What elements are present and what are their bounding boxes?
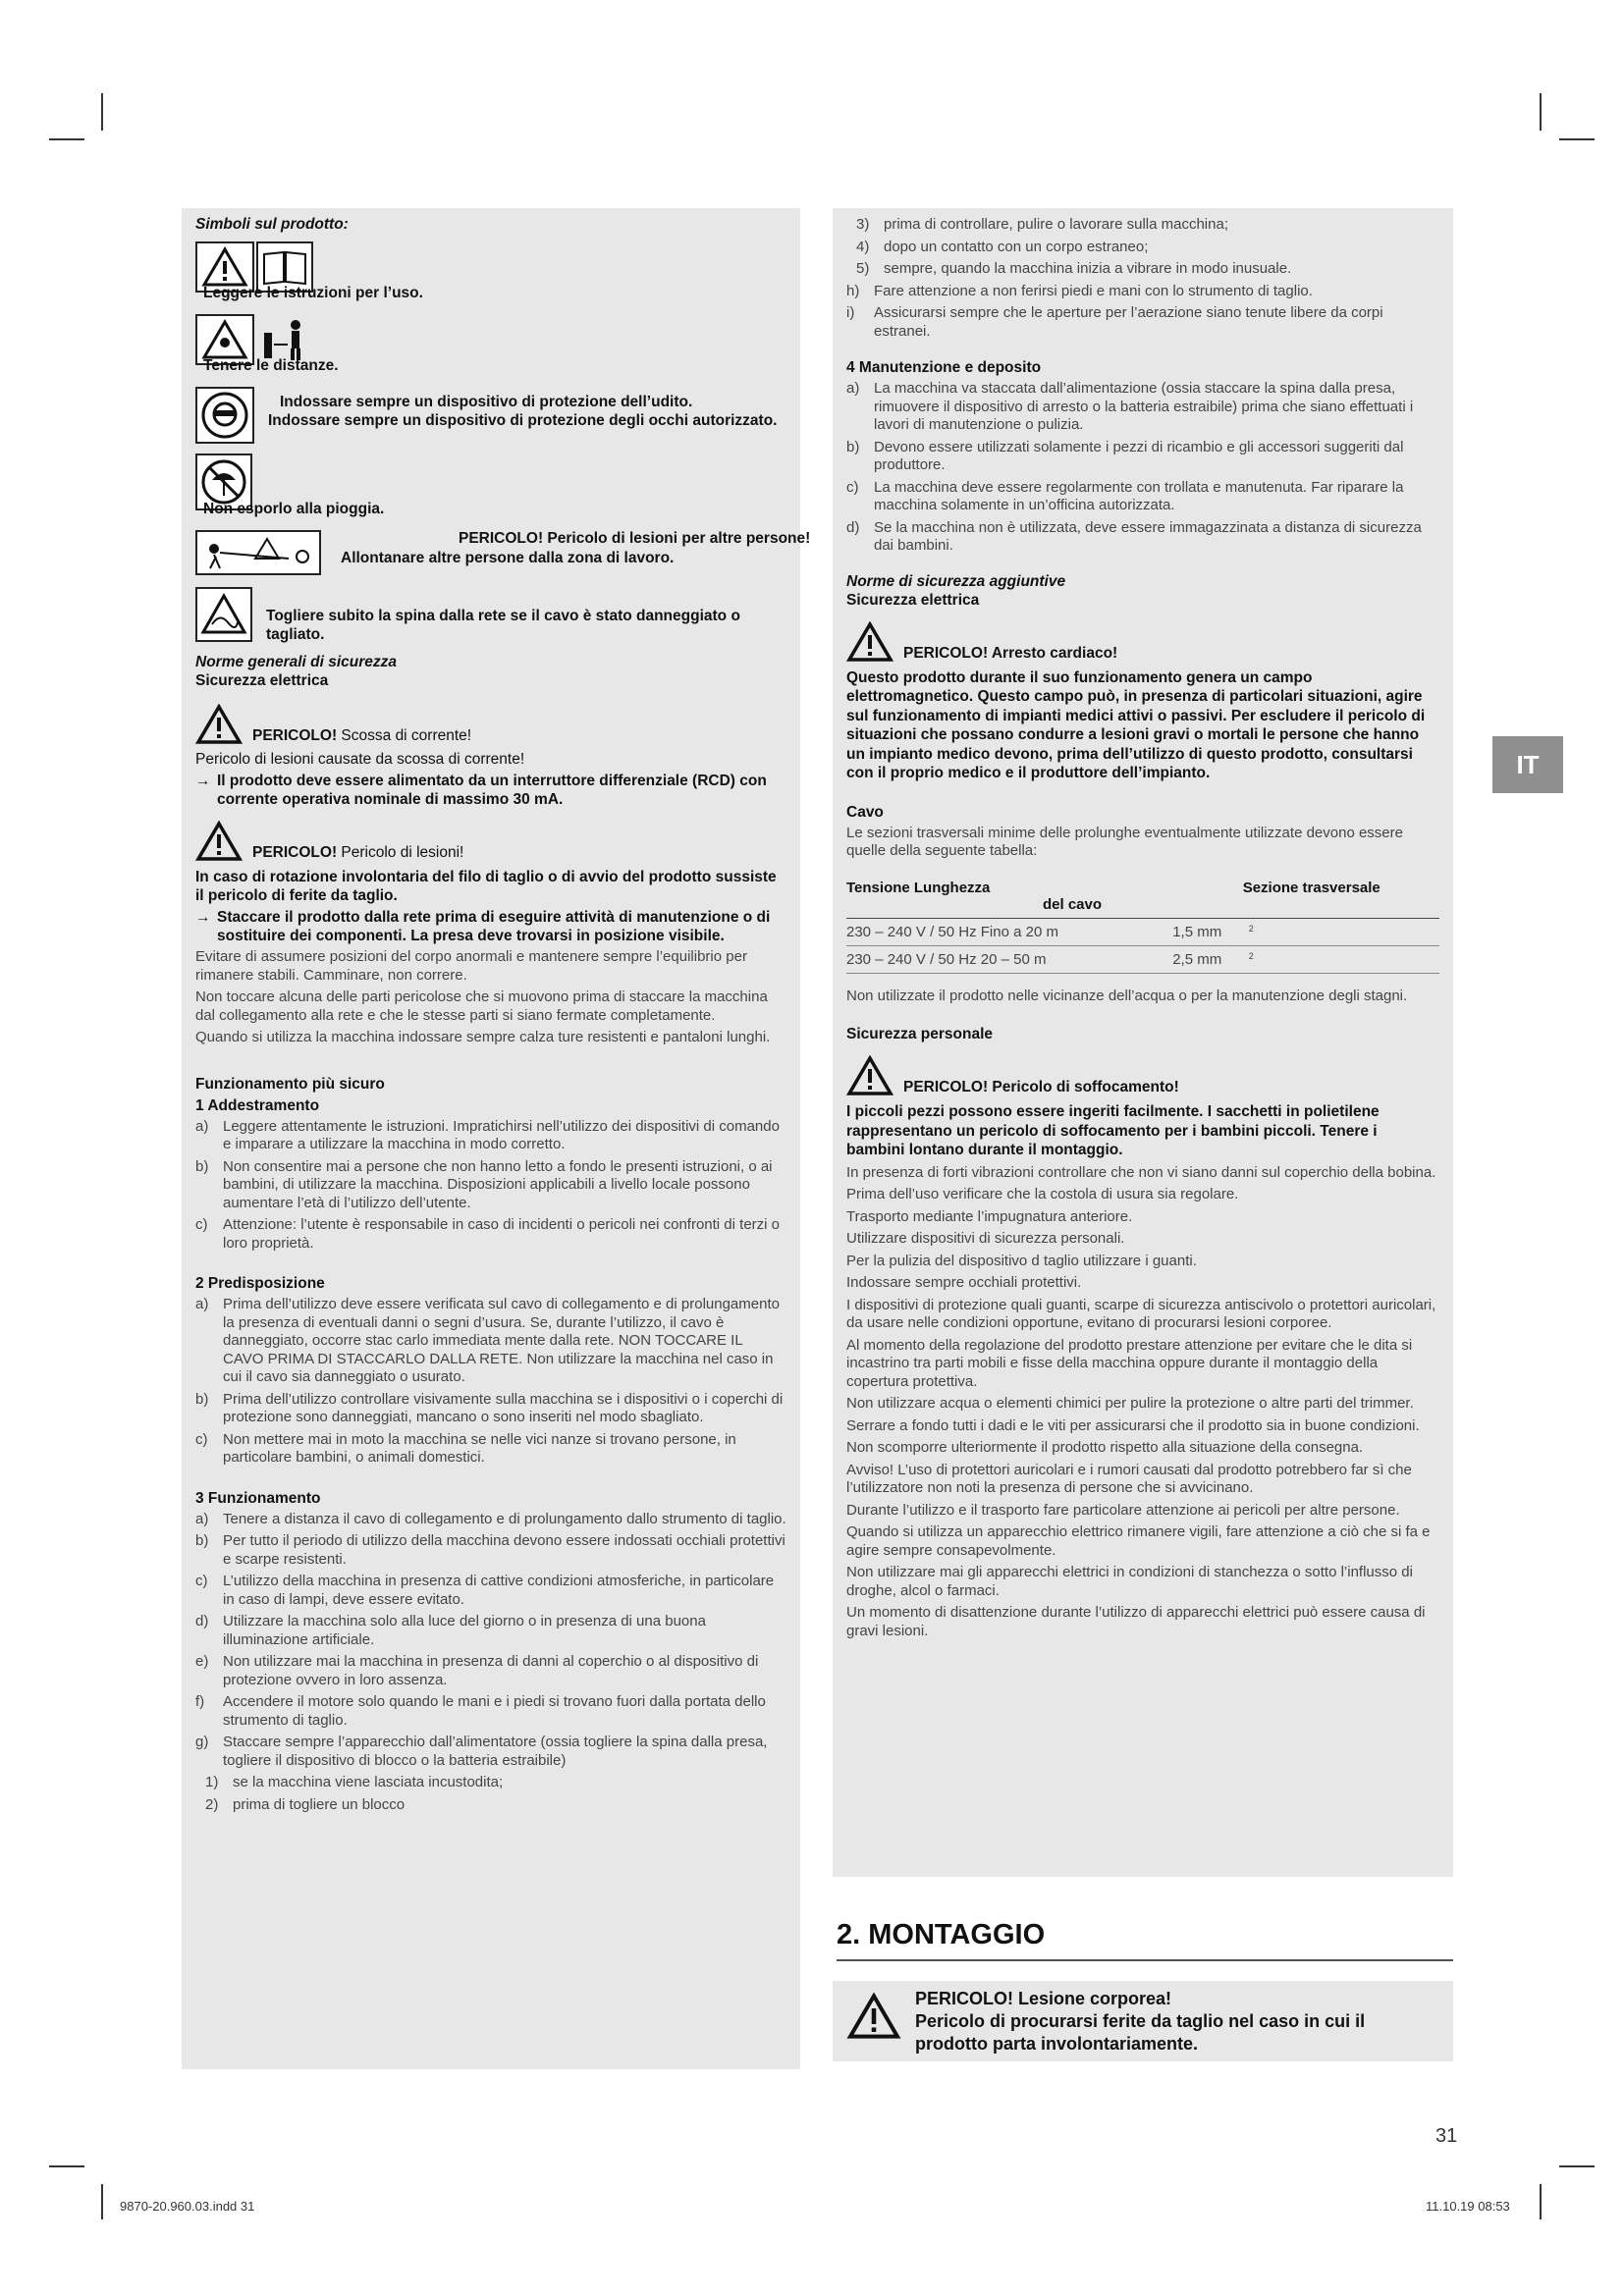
paragraph: Per la pulizia del dispositivo d taglio utilizzare i guanti. [846,1252,1197,1269]
paragraph: Trasporto mediante l’impugnatura anteriore. [846,1207,1133,1225]
right-column [833,208,1453,1877]
paragraph: Evitare di assumere posizioni del corpo anormali e mantenere sempre l’equilibrio per rimanere stabili. Camminare, non correre. [195,948,747,984]
list-item: f) Accendere il motore solo quando le mani e i piedi si trovano fuori dalla portata dello strumento di taglio. [195,1693,766,1729]
list-item: e) Non utilizzare mai la macchina in presenza di danni al coperchio o al dispositivo di protezione ovvero in loro assenza. [195,1653,759,1688]
danger-other-persons-text: PERICOLO! Pericolo di lesioni per altre persone! [459,530,811,547]
danger-suffocation-text: I piccoli pezzi possono essere ingeriti facilmente. I sacchetti in polietilene rappresentano un pericolo di soffocamento per i bambini piccoli. Tenere i bambini lontano durante il montaggio. [846,1103,1380,1158]
crop-mark [49,138,84,140]
crop-mark [1540,2184,1542,2219]
danger-cardiac [846,621,1439,663]
table-header [1172,875,1243,919]
cavo-text: Le sezioni trasversali minime delle prolunghe eventualmente utilizzate devono essere quelle della seguente tabella: [846,824,1403,859]
symbol-cable-text: Togliere subito la spina dalla rete se il cavo è stato danneggiato o tagliato. [266,608,740,643]
montaggio-danger-box [833,1981,1453,2061]
sicurezza-personale-title: Sicurezza personale [846,1026,994,1042]
list-item: b) Per tutto il periodo di utilizzo della macchina devono essere indossati occhiali protettivi e scarpe resistenti. [195,1532,785,1568]
list-item: c) L’utilizzo della macchina in presenza di cattive condizioni atmosferiche, in particolare in caso di lampi, deve essere evitato. [195,1573,775,1608]
symbol-protection-text-2: Indossare sempre un dispositivo di protezione degli occhi autorizzato. [268,412,778,429]
crop-mark [1559,2165,1595,2167]
list-item: d) Se la macchina non è utilizzata, deve essere immagazzinata a distanza di sicurezza dai bambini. [846,518,1422,554]
danger-title: Pericolo di lesioni! [337,844,464,861]
paragraph: Utilizzare dispositivi di sicurezza personali. [846,1230,1125,1247]
list-item: a) Prima dell’utilizzo deve essere verificata sul cavo di collegamento e di prolungamento la presenza di eventuali danni o segni d’usura. Se, durante l’utilizzo, il cavo è danneggiato, occorre stac carlo immediata mente dalla rete. NON TOCCARE IL CAVO PRIMA DI STACCARLO DALLA RETE. Non utilizzare la macchina nel caso in cui il cavo sia danneggiato o usurato. [195,1296,780,1385]
paragraph: Un momento di disattenzione durante l’utilizzo di apparecchi elettrici può essere causa di gravi lesioni. [846,1604,1426,1639]
danger-label: PERICOLO! [252,727,338,744]
section-2-title: 2 Predisposizione [195,1275,325,1292]
list-item: d) Utilizzare la macchina solo alla luce del giorno o in presenza di una buona illuminazione artificiale. [195,1613,706,1648]
danger-suffocation [846,1055,1439,1096]
list-item: c) Non mettere mai in moto la macchina se nelle vici nanze si trovano persone, in particolare bambini, o animali domestici. [195,1430,736,1466]
warning-icon [195,821,243,862]
norme-aggiuntive-title: Norme di sicurezza aggiuntive [846,572,1066,590]
list-item: i) Assicurarsi sempre che le aperture per l’aerazione siano tenute libere da corpi estranei. [846,304,1383,340]
section-2-list [195,1296,786,1468]
cable-table [846,875,1439,974]
symbol-protection [195,387,786,444]
section-3-title: 3 Funzionamento [195,1489,321,1507]
paragraph: Non toccare alcuna delle parti pericolose che si muovono prima di staccare la macchina dal collegamento alla rete e che le stesse parti si siano fermate completamente. [195,988,768,1024]
sub-list [846,216,1439,341]
table-header: Sezione trasversale [1243,875,1439,919]
danger-title: PERICOLO! Pericolo di soffocamento! [903,1079,1179,1095]
table-cell: 2 [1243,945,1439,973]
sicurezza-elettrica-heading: Sicurezza elettrica [846,591,980,609]
symbols-title: Simboli sul prodotto: [195,216,349,233]
danger-injury-text: In caso di rotazione involontaria del filo di taglio o di avvio del prodotto sussiste il pericolo di ferite da taglio. [195,869,777,904]
danger-shock-line: Pericolo di lesioni causate da scossa di corrente! [195,751,525,768]
list-item: a) La macchina va staccata dall’alimentazione (ossia staccare la spina dalla presa, rimuovere il dispositivo di arresto o la batteria estraibile) prima che siano effettuati i lavori di manutenzione o pulizia. [846,380,1414,433]
paragraph: Indossare sempre occhiali protettivi. [846,1274,1082,1291]
paragraph: Avviso! L’uso di protettori auricolari e i rumori causati dal prodotto potrebbero far sì che l’utilizzatore non noti la presenza di persone che si avvicinano. [846,1461,1412,1496]
list-item: c) Attenzione: l’utente è responsabile in caso di incidenti o pericoli nei confronti di terzi o loro proprietà. [195,1216,780,1252]
list-item: g) Staccare sempre l’apparecchio dall’alimentatore (ossia togliere la spina dalla presa, togliere il dispositivo di blocco o la batteria estraibile) [195,1734,768,1769]
list-item: a) Tenere a distanza il cavo di collegamento e di prolungamento dallo strumento di taglio. [195,1510,786,1527]
crop-mark [1559,138,1595,140]
list-item: 1) se la macchina viene lasciata incustodita; [205,1774,504,1790]
paragraph: Non utilizzare mai gli apparecchi elettrici in condizioni di stanchezza o sotto l’influsso di droghe, alcol o farmaci. [846,1564,1413,1599]
page-number: 31 [1435,2125,1458,2147]
paragraph: I dispositivi di protezione quali guanti, scarpe di sicurezza antiscivolo o protettori auricolari, da usare nelle condizioni opportune, evitano di procurarsi lesioni corporee. [846,1296,1436,1331]
funzionamento-title: Funzionamento più sicuro [195,1075,385,1093]
table-row [846,945,1439,973]
warning-icon [846,1993,901,2040]
symbol-rain-text: Non esporlo alla pioggia. [203,501,385,517]
table-cell: 230 – 240 V / 50 Hz 20 – 50 m [846,945,1172,973]
crop-mark [101,2184,103,2219]
danger-shock [195,704,786,745]
table-header-row [846,875,1439,919]
danger-label: PERICOLO! [252,844,338,861]
ear-eye-protection-icon [195,387,254,444]
table-header: Tensione Lunghezza del cavo [846,875,1172,919]
danger-shock-arrow: → Il prodotto deve essere alimentato da un interruttore differenziale (RCD) con corrente operativa nominale di massimo 30 mA. [195,773,767,808]
danger-text: Pericolo di procurarsi ferite da taglio nel caso in cui il prodotto parta involontariamente. [915,2011,1366,2054]
paragraph: Non utilizzare acqua o elementi chimici per pulire la protezione o altre parti del trimmer. [846,1395,1414,1412]
list-item: b) Prima dell’utilizzo controllare visivamente sulla macchina se i dispositivi o i coperchi di protezione sono danneggiati, mancano o sono inseriti nel modo sbagliato. [195,1390,784,1425]
danger-title: PERICOLO! Lesione corporea! [915,1989,1172,2008]
paragraph: Durante l’utilizzo e il trasporto fare particolare attenzione ai pericoli per altre persone. [846,1501,1400,1519]
acqua-text: Non utilizzate il prodotto nelle vicinanze dell’acqua o per la manutenzione degli stagni. [846,987,1408,1004]
table-cell: 2,5 mm [1172,945,1243,973]
cavo-title: Cavo [846,803,884,821]
table-cell: 230 – 240 V / 50 Hz Fino a 20 m [846,918,1172,945]
section-4-list [846,380,1439,556]
table-cell: 1,5 mm [1172,918,1243,945]
danger-cardiac-text: Questo prodotto durante il suo funzionamento genera un campo elettromagnetico. Questo campo può, in presenza di particolari situazioni, agire sul funzionamento di impianti medici attivi o passivi. Per escludere il pericolo di situazioni che possano condurre a lesioni gravi o mortali le persone che hanno un impianto medico devono, prima dell’utilizzo di questo prodotto, consultarsi con il proprio medico e il produttore dell’impianto. [846,668,1426,781]
paragraph: Non scomporre ulteriormente il prodotto rispetto alla situazione della consegna. [846,1439,1364,1456]
footer-file: 9870-20.960.03.indd 31 [120,2199,255,2214]
table-row [846,918,1439,945]
list-item: c) La macchina deve essere regolarmente con trollata e manutenuta. Far riparare la macchina solamente in un’officina autorizzata. [846,478,1404,513]
section-1-title: 1 Addestramento [195,1096,320,1114]
symbol-cable [195,587,786,644]
list-item: 5) sempre, quando la macchina inizia a vibrare in modo inusuale. [856,260,1292,277]
section-1-list [195,1118,786,1254]
list-item: b) Devono essere utilizzati solamente i pezzi di ricambio e gli accessori suggeriti dal produttore. [846,438,1404,473]
left-column [182,208,811,2069]
symbol-read-manual-text: Leggere le istruzioni per l’uso. [203,285,423,301]
thrown-objects-icon [195,530,321,575]
list-item: 3) prima di controllare, pulire o lavorare sulla macchina; [856,216,1228,233]
list-item: 4) dopo un contatto con un corpo estraneo; [856,238,1149,255]
paragraph: Al momento della regolazione del prodotto prestare attenzione per evitare che le dita si incastrino tra parti mobili e fisse della macchina oppure durante il montaggio della copertura protettiva. [846,1336,1413,1390]
list-item: b) Non consentire mai a persone che non hanno letto a fondo le presenti istruzioni, o ai bambini, di utilizzare la macchina. Disposizioni applicabili a livello locale possono aumentare l’età di l’utilizzo dell’utente. [195,1157,773,1211]
list-item: a) Leggere attentamente le istruzioni. Impratichirsi nell’utilizzo dei dispositivi di comando e imparare a utilizzare la macchina in modo corretto. [195,1117,780,1152]
warning-icon [846,1055,893,1096]
danger-title: Scossa di corrente! [337,727,472,744]
list-item: 2) prima di togliere un blocco [205,1795,406,1813]
cable-warning-icon [195,587,252,642]
personal-safety-paragraphs [846,1164,1439,1641]
language-tab: IT [1492,736,1563,793]
symbol-other-persons [195,530,811,577]
keep-persons-away-text: Allontanare altre persone dalla zona di lavoro. [341,550,675,566]
section-4-title: 4 Manutenzione e deposito [846,359,1042,376]
paragraph: Quando si utilizza la macchina indossare sempre calza ture resistenti e pantaloni lunghi. [195,1029,771,1045]
symbol-protection-text-1: Indossare sempre un dispositivo di protezione dell’udito. [280,394,693,410]
norme-title: Norme generali di sicurezza [195,654,398,670]
montaggio-heading: 2. MONTAGGIO [837,1919,1453,1961]
paragraph: Quando si utilizza un apparecchio elettrico rimanere vigili, fare attenzione a ciò che si fa e agire sempre consapevolmente. [846,1523,1431,1559]
sicurezza-elettrica-heading: Sicurezza elettrica [195,672,329,689]
paragraph: Serrare a fondo tutti i dadi e le viti per assicurarsi che il prodotto sia in buone condizioni. [846,1416,1420,1434]
danger-injury-arrow: → Staccare il prodotto dalla rete prima di eseguire attività di manutenzione o di sostituire dei componenti. La presa deve trovarsi in posizione visibile. [195,909,771,944]
crop-mark [1540,93,1542,131]
paragraph: Prima dell’uso verificare che la costola di usura sia regolare. [846,1186,1239,1202]
footer-date: 11.10.19 08:53 [1426,2199,1510,2214]
symbol-distance-text: Tenere le distanze. [203,357,339,374]
crop-mark [101,93,103,131]
danger-title: PERICOLO! Arresto cardiaco! [903,644,1118,662]
paragraph: In presenza di forti vibrazioni controllare che non vi siano danni sul coperchio della bobina. [846,1163,1436,1181]
warning-icon [195,704,243,745]
table-cell: 2 [1243,918,1439,945]
danger-injury [195,821,786,862]
section-3-list [195,1511,786,1815]
crop-mark [49,2165,84,2167]
warning-icon [846,621,893,663]
list-item: h) Fare attenzione a non ferirsi piedi e mani con lo strumento di taglio. [846,282,1313,299]
